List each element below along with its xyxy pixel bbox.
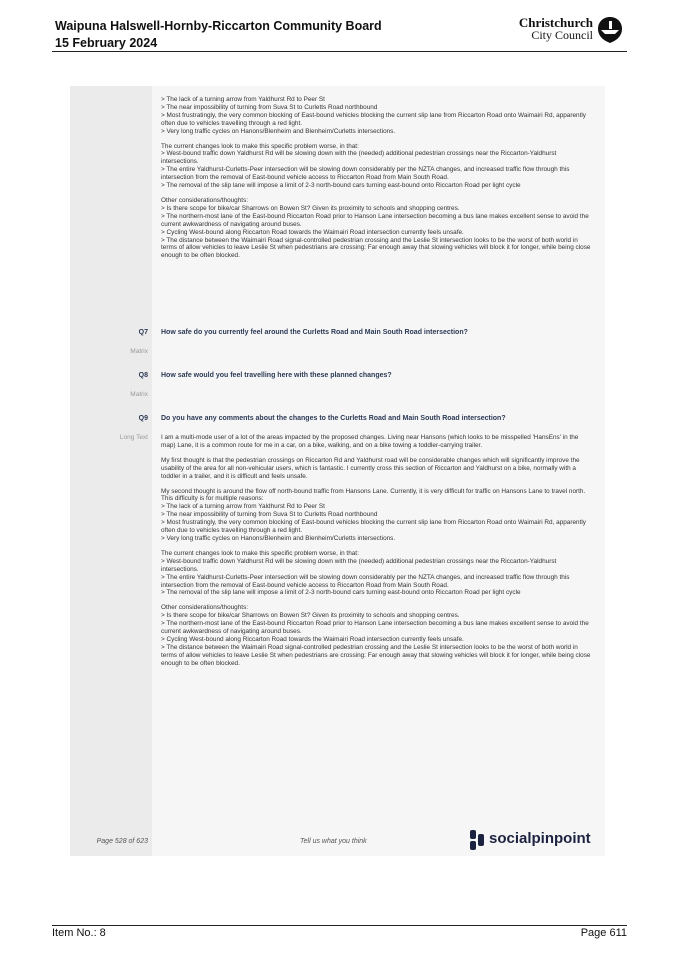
previous-answer-continuation bbox=[161, 96, 593, 267]
answer-paragraph: > The lack of a turning arrow from Yaldhurst Rd to Peer St > The near impossibility of turning from Suva St to Curletts Road northbound > Most frustratingly, the very common blocking of East-bound vehicles blocking the current slip lane from Riccarton Road onto Waimairi Rd, apparently often due to vehicles travelling through a red light. > Very long traffic cycles on Hanons/Blenheim and Blenheim/Curletts intersections. bbox=[161, 96, 586, 135]
sheet-page-number: Page 528 of 623 bbox=[96, 838, 148, 845]
question-type: Matrix bbox=[130, 391, 148, 398]
council-emblem-icon bbox=[597, 16, 623, 44]
answer-paragraph: The current changes look to make this specific problem worse, in that: > West-bound traffic down Yaldhurst Rd will be slowing down with the (needed) additional pedestrian crossings near the Riccarton-Yaldhurst intersections. > The entire Yaldhurst-Curletts-Peer intersection will be slowing down considerably per the NZTA changes, and increased traffic flow through this intersection from the removal of East-bound vehicle access to Riccarton Road from Main South Road. > The removal of the slip lane will impose a limit of 2-3 north-bound cars turning east-bound onto Riccarton Road per light cycle bbox=[161, 549, 570, 597]
question-row-q9 bbox=[70, 415, 605, 427]
footer-rule bbox=[52, 925, 627, 926]
answer-paragraph: Other considerations/thoughts: > Is there scope for bike/car Sharrows on Bowen St? Given its proximity to schools and shopping centres. > The northern-most lane of the East-bound Riccarton Road prior to Hanson Lane intersection becoming a bus lane makes excellent sense to avoid the current awkwardness of navigating around buses. > Cycling West-bound along Riccarton Road towards the Waimairi Road intersection currently feels unsafe. > The distance between the Waimairi Road signal-controlled pedestrian crossing and the Leslie St intersection looks to be the worst of both world in terms of allow vehicles to leave Leslie St when pedestrians are crossing: Far enough away that slowing vehicles will block it for longer, while being close enough to be often blocked. bbox=[161, 604, 591, 667]
document-header bbox=[55, 18, 382, 52]
logo-line-2: City Council bbox=[531, 28, 593, 42]
question-text: Do you have any comments about the changes to the Curletts Road and Main South Road intersection? bbox=[161, 415, 506, 422]
question-text: How safe would you feel travelling here with these planned changes? bbox=[161, 372, 392, 379]
answer-paragraph: The current changes look to make this specific problem worse, in that: > West-bound traffic down Yaldhurst Rd will be slowing down with the (needed) additional pedestrian crossings near the Riccarton-Yaldhurst intersections. > The entire Yaldhurst-Curletts-Peer intersection will be slowing down considerably per the NZTA changes, and increased traffic flow through this intersection from the removal of East-bound vehicle access to Riccarton Road from Main South Road. > The removal of the slip lane will impose a limit of 2-3 north-bound cars turning east-bound onto Riccarton Road per light cycle bbox=[161, 142, 570, 190]
question-row-q7 bbox=[70, 329, 605, 341]
question-type: Long Text bbox=[119, 434, 148, 441]
answer-paragraph: Other considerations/thoughts: > Is there scope for bike/car Sharrows on Bowen St? Given its proximity to schools and shopping centres. > The northern-most lane of the East-bound Riccarton Road prior to Hanson Lane intersection becoming a bus lane makes excellent sense to avoid the current awkwardness of navigating around buses. > Cycling West-bound along Riccarton Road towards the Waimairi Road intersection currently feels unsafe. > The distance between the Waimairi Road signal-controlled pedestrian crossing and the Leslie St intersection looks to be the worst of both world in terms of allow vehicles to leave Leslie St when pedestrians are crossing: Far enough away that slowing vehicles will block it for longer, while being close enough to be often blocked. bbox=[161, 196, 591, 260]
question-number: Q7 bbox=[138, 329, 148, 336]
q9-answer bbox=[161, 434, 593, 675]
question-text: How safe do you currently feel around the Curletts Road and Main South Road intersection? bbox=[161, 329, 468, 336]
item-number: Item No.: 8 bbox=[52, 927, 106, 939]
socialpinpoint-wordmark: socialpinpoint bbox=[489, 830, 591, 847]
header-date: 15 February 2024 bbox=[55, 36, 158, 50]
question-row-q8 bbox=[70, 372, 605, 384]
logo-line-1: Christchurch bbox=[518, 15, 593, 30]
sheet-tagline: Tell us what you think bbox=[300, 838, 367, 845]
answer-paragraph: My first thought is that the pedestrian crossings on Riccarton Rd and Yaldhurst road will be considerable changes which will significantly improve the usability of the area for all non-vehicular users, which is fantastic. I currently cross this section of Riccarton and Yaldhurst on a bike, normally with a toddler in a trailer, and it is difficult and feels unsafe. bbox=[161, 456, 580, 480]
question-number: Q9 bbox=[138, 415, 148, 422]
header-rule bbox=[52, 51, 627, 52]
question-number: Q8 bbox=[138, 372, 148, 379]
question-type: Matrix bbox=[130, 348, 148, 355]
header-board-name: Waipuna Halswell-Hornby-Riccarton Community Board bbox=[55, 19, 382, 33]
answer-paragraph: My second thought is around the flow off north-bound traffic from Hansons Lane. Currently, it is very difficult for traffic on Hansons Lane to travel north. This difficulty is for multiple reasons: > The lack of a turning arrow from Yaldhurst Rd to Peer St > The near impossibility of turning from Suva St to Curletts Road northbound > Most frustratingly, the very common blocking of East-bound vehicles blocking the current slip lane from Riccarton Road onto Waimairi Rd, apparently often due to vehicles travelling through a red light. > Very long traffic cycles on Hanons/Blenheim and Blenheim/Curletts intersections. bbox=[161, 487, 586, 542]
page-number: Page 611 bbox=[580, 927, 627, 939]
socialpinpoint-mark-icon bbox=[470, 830, 484, 850]
council-logo bbox=[513, 16, 623, 48]
answer-paragraph: I am a multi-mode user of a lot of the areas impacted by the proposed changes. Living near Hansons (which looks to be misspelled 'HansEns' in the map) Lane, it is a common route for me in a car, on a bike, walking, and on a bike towing a toddler-carrying trailer. bbox=[161, 434, 579, 449]
report-gutter bbox=[70, 86, 152, 856]
